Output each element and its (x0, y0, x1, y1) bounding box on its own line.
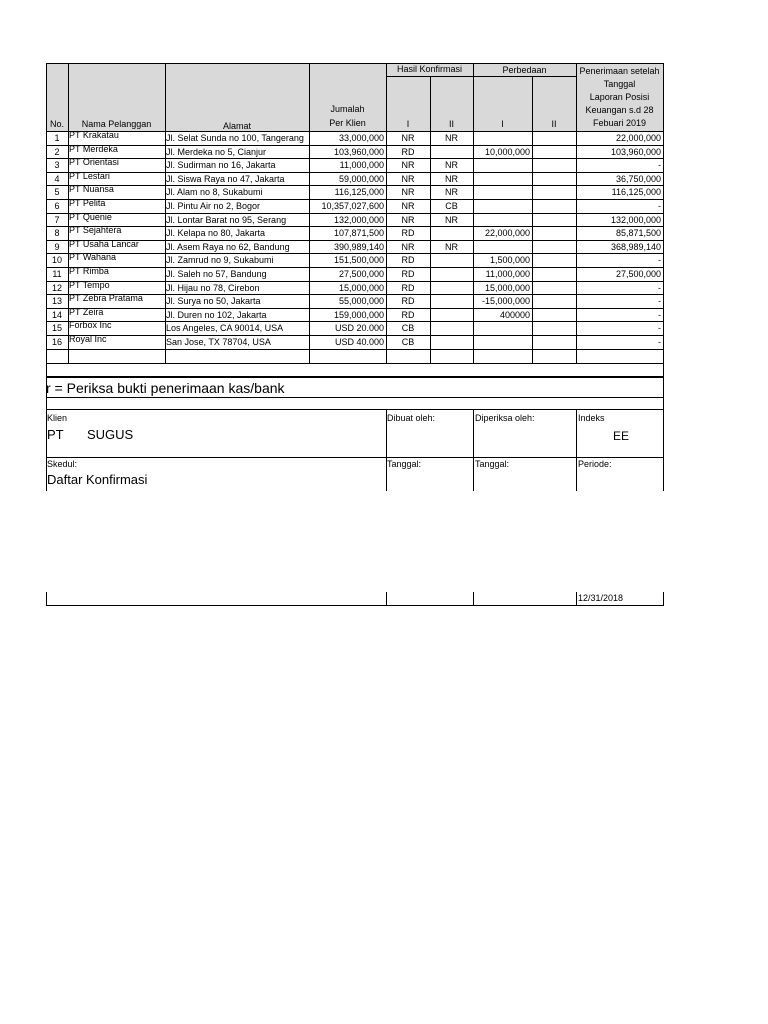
cell-alamat: Jl. Sudirman no 16, Jakarta (166, 160, 276, 171)
cell-h2: NR (445, 173, 458, 184)
cell-jumlah: 10,357,027,600 (321, 201, 384, 211)
cell-h1: NR (401, 241, 415, 252)
note-text: r = Periksa bukti penerimaan kas/bank (46, 380, 285, 396)
cell-h1: RD (401, 228, 415, 239)
cell-alamat: Jl. Hijau no 78, Cirebon (166, 282, 260, 293)
cell-no: 16 (51, 337, 62, 347)
cell-alamat: Jl. Alam no 8, Sukabumi (166, 187, 263, 198)
cell-pen: 103,960,000 (610, 146, 661, 157)
cell-nama: Forbox Inc (69, 320, 112, 331)
cell-jumlah: 59,000,000 (338, 173, 384, 184)
dibuat-label: Dibuat oleh: (387, 413, 436, 423)
cell-jumlah: 33,000,000 (338, 133, 384, 143)
cell-nama: PT Usaha Lancar (69, 238, 139, 249)
klien-name: SUGUS (87, 427, 134, 442)
cell-alamat: Jl. Lontar Barat no 95, Serang (166, 214, 287, 225)
cell-pen: 132,000,000 (610, 214, 661, 225)
cell-h1: NR (401, 214, 415, 225)
cell-h2: CB (445, 201, 458, 211)
cell-nama: PT Quenie (69, 211, 112, 222)
header-penerimaan-3: Laporan Posisi (589, 92, 650, 102)
cell-h1: NR (401, 201, 415, 211)
header-alamat: Alamat (222, 121, 251, 131)
cell-jumlah: USD 20.000 (334, 323, 384, 334)
cell-pen: - (658, 309, 661, 320)
cell-pen: - (658, 337, 661, 347)
cell-h1: NR (401, 173, 415, 184)
cell-h1: NR (401, 133, 415, 143)
cell-pen: 22,000,000 (615, 133, 661, 143)
tanggal-diperiksa-label: Tanggal: (475, 459, 510, 469)
cell-nama: PT Merdeka (69, 143, 118, 154)
cell-h1: RD (401, 269, 415, 279)
tanggal-dibuat-label: Tanggal: (387, 459, 422, 469)
cell-h2: NR (445, 160, 458, 171)
cell-p1: 1,500,000 (489, 255, 530, 266)
cell-no: 1 (54, 133, 60, 143)
header-penerimaan-4: Keuangan s.d 28 (585, 105, 654, 115)
cell-jumlah: 390,989,140 (333, 241, 384, 252)
cell-no: 8 (54, 228, 60, 239)
cell-h2: NR (445, 187, 458, 198)
cell-no: 10 (51, 255, 62, 266)
cell-p1: 10,000,000 (484, 146, 530, 157)
cell-nama: PT Wahana (69, 252, 117, 263)
cell-jumlah: 55,000,000 (338, 296, 384, 307)
cell-pen: 36,750,000 (615, 173, 661, 184)
header-penerimaan-5: Febuari 2019 (592, 118, 647, 128)
cell-h1: RD (401, 146, 415, 157)
header-per-klien: Per Klien (329, 118, 366, 128)
cell-no: 12 (51, 282, 62, 293)
cell-nama: PT Zeira (69, 306, 104, 317)
cell-no: 4 (54, 173, 60, 184)
header-hasil-ii: II (448, 119, 454, 129)
cell-nama: PT Nuansa (69, 184, 114, 195)
cell-pen: 27,500,000 (615, 269, 661, 279)
cell-p1: 400000 (499, 309, 530, 320)
header-nama-pelanggan: Nama Pelanggan (81, 119, 152, 129)
cell-pen: - (658, 282, 661, 293)
cell-pen: 85,871,500 (615, 228, 661, 239)
cell-h1: NR (401, 160, 415, 171)
klien-pt: PT (47, 427, 64, 442)
header-perbedaan: Perbedaan (502, 65, 547, 75)
cell-jumlah: 132,000,000 (333, 214, 384, 225)
cell-pen: - (658, 296, 661, 307)
cell-no: 9 (54, 241, 60, 252)
cell-nama: PT Lestari (69, 170, 110, 181)
cell-jumlah: 116,125,000 (334, 187, 384, 198)
cell-nama: PT Tempo (69, 279, 110, 290)
indeks-value: EE (613, 429, 630, 443)
cell-jumlah: USD 40.000 (334, 337, 384, 347)
cell-alamat: Jl. Kelapa no 80, Jakarta (166, 228, 266, 239)
cell-p1: -15,000,000 (481, 296, 530, 307)
cell-no: 15 (51, 323, 62, 334)
cell-nama: PT Rimba (69, 266, 109, 276)
cell-no: 5 (54, 187, 60, 198)
cell-nama: PT Pelita (69, 198, 106, 208)
cell-alamat: Jl. Asem Raya no 62, Bandung (166, 241, 290, 252)
cell-jumlah: 103,960,000 (333, 146, 384, 157)
cell-alamat: Jl. Surya no 50, Jakarta (166, 296, 261, 307)
cell-alamat: Jl. Selat Sunda no 100, Tangerang (166, 133, 304, 143)
cell-no: 6 (54, 201, 60, 211)
header-hasil-konfirmasi: Hasil Konfirmasi (396, 64, 463, 74)
header-jumlah: Jumalah (330, 104, 365, 114)
header-penerimaan-1: Penerimaan setelah (579, 66, 660, 76)
cell-jumlah: 15,000,000 (338, 282, 384, 293)
cell-alamat: Jl. Pintu Air no 2, Bogor (166, 201, 261, 211)
header-perbedaan-i: I (501, 119, 504, 129)
cell-h2: NR (445, 214, 458, 225)
indeks-label: Indeks (578, 413, 605, 423)
cell-nama: PT Sejahtera (69, 225, 122, 236)
cell-nama: PT Orientasi (69, 157, 119, 168)
cell-nama: PT Krakatau (69, 130, 119, 140)
cell-alamat: Jl. Siswa Raya no 47, Jakarta (166, 173, 285, 184)
cell-no: 11 (52, 269, 62, 279)
cell-alamat: Jl. Duren no 102, Jakarta (166, 309, 267, 320)
cell-p1: 15,000,000 (484, 282, 530, 293)
cell-alamat: Jl. Saleh no 57, Bandung (166, 269, 267, 279)
cell-h1: CB (401, 323, 415, 334)
cell-h2: NR (445, 241, 458, 252)
cell-p1: 11,000,000 (485, 269, 530, 279)
cell-h2: NR (445, 133, 458, 143)
skedul-label: Skedul: (47, 459, 78, 469)
skedul-value: Daftar Konfirmasi (47, 472, 148, 487)
cell-no: 14 (51, 309, 62, 320)
cell-no: 7 (54, 214, 60, 225)
cell-pen: 368,989,140 (610, 241, 661, 252)
cell-nama: Royal Inc (69, 334, 107, 344)
cell-alamat: Los Angeles, CA 90014, USA (166, 323, 284, 334)
cell-pen: - (658, 323, 661, 334)
cell-pen: - (658, 160, 661, 171)
cell-no: 3 (54, 160, 60, 171)
cell-p1: 22,000,000 (484, 228, 530, 239)
cell-nama: PT Zebra Pratama (69, 293, 143, 304)
cell-jumlah: 11,000,000 (339, 160, 384, 171)
klien-label: Klien (47, 413, 68, 423)
header-penerimaan-2: Tanggal (603, 79, 636, 89)
cell-h1: CB (401, 337, 415, 347)
cell-jumlah: 151,500,000 (333, 255, 384, 266)
cell-pen: - (658, 255, 661, 266)
periode-label: Periode: (578, 459, 612, 469)
cell-pen: - (658, 201, 661, 211)
periode-value: 12/31/2018 (578, 593, 624, 603)
cell-alamat: Jl. Merdeka no 5, Cianjur (166, 146, 267, 157)
header-hasil-i: I (406, 119, 410, 129)
cell-h1: RD (401, 255, 415, 266)
cell-no: 2 (54, 146, 60, 157)
header-perbedaan-ii: II (551, 119, 557, 129)
cell-jumlah: 107,871,500 (333, 228, 384, 239)
cell-h1: NR (401, 187, 415, 198)
header-no: No. (49, 119, 64, 129)
cell-jumlah: 159,000,000 (333, 309, 384, 320)
cell-pen: 116,125,000 (611, 187, 661, 198)
cell-h1: RD (401, 309, 415, 320)
cell-no: 13 (51, 296, 62, 307)
diperiksa-label: Diperiksa oleh: (475, 413, 535, 423)
cell-jumlah: 27,500,000 (338, 269, 384, 279)
cell-alamat: San Jose, TX 78704, USA (166, 337, 271, 347)
cell-h1: RD (401, 282, 415, 293)
cell-h1: RD (401, 296, 415, 307)
cell-alamat: Jl. Zamrud no 9, Sukabumi (166, 255, 274, 266)
